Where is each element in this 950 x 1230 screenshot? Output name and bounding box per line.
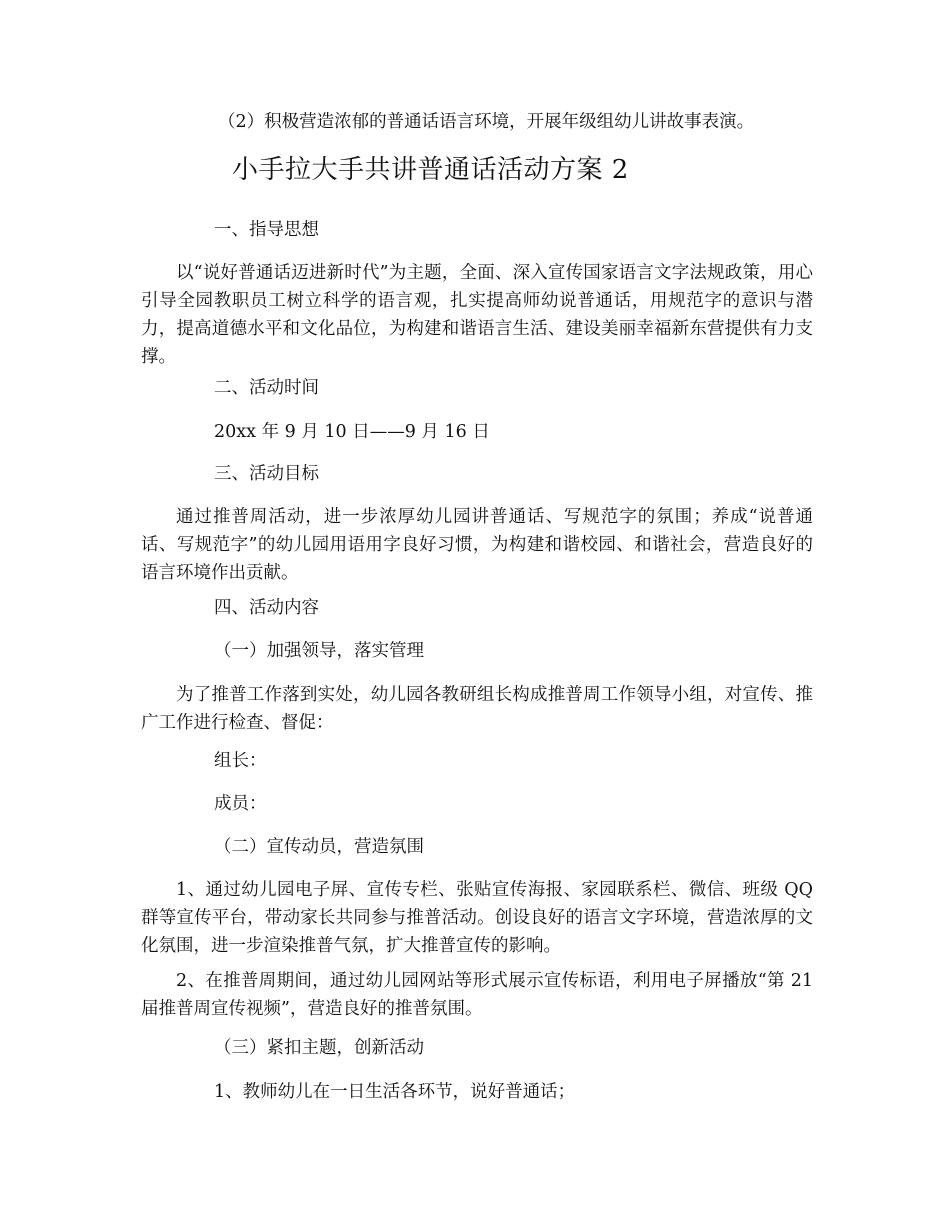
document-title: 小手拉大手共讲普通话活动方案 2 [232,155,629,185]
paragraph-innovation-item-1: 1、教师幼儿在一日生活各环节，说好普通话； [214,1082,576,1102]
section-heading-activity-time: 二、活动时间 [214,378,319,398]
intro-line: （2）积极营造浓郁的普通话语言环境，开展年级组幼儿讲故事表演。 [218,112,755,132]
paragraph-activity-goals: 通过推普周活动，进一步浓厚幼儿园讲普通话、写规范字的氛围；养成“说普通话、写规范字”的幼儿园用语用字良好习惯，为构建和谐校园、和谐社会，营造良好的语言环境作出贡献。 [141,507,813,583]
subsection-heading-publicity: （二）宣传动员，营造氛围 [214,837,424,857]
section-heading-activity-content: 四、活动内容 [214,598,319,618]
paragraph-publicity-item-2: 2、在推普周期间，通过幼儿园网站等形式展示宣传标语，利用电子屏播放“第 21 届推普周宣传视频”，营造良好的推普氛围。 [141,971,813,1019]
activity-time-value: 20xx 年 9 月 10 日——9 月 16 日 [214,422,490,442]
section-heading-activity-goals: 三、活动目标 [214,464,319,484]
paragraph-leadership: 为了推普工作落到实处，幼儿园各教研组长构成推普周工作领导小组，对宣传、推广工作进行检查、督促： [141,685,813,733]
team-members-label: 成员： [214,794,267,814]
paragraph-guiding-thought: 以“说好普通话迈进新时代”为主题，全面、深入宣传国家语言文字法规政策，用心引导全园教职员工树立科学的语言观，扎实提高师幼说普通话，用规范字的意识与潜力，提高道德水平和文化品位，为构建和谐语言生活、建设美丽幸福新东营提供有力支撑。 [141,263,813,367]
section-heading-guiding-thought: 一、指导思想 [214,220,319,240]
team-leader-label: 组长： [214,751,267,771]
subsection-heading-innovation: （三）紧扣主题，创新活动 [214,1038,424,1058]
subsection-heading-leadership: （一）加强领导，落实管理 [214,641,424,661]
paragraph-publicity-item-1: 1、通过幼儿园电子屏、宣传专栏、张贴宣传海报、家园联系栏、微信、班级 QQ 群等宣传平台，带动家长共同参与推普活动。创设良好的语言文字环境，营造浓厚的文化氛围，进一步渲染推普气氛，扩大推普宣传的影响。 [141,880,813,956]
